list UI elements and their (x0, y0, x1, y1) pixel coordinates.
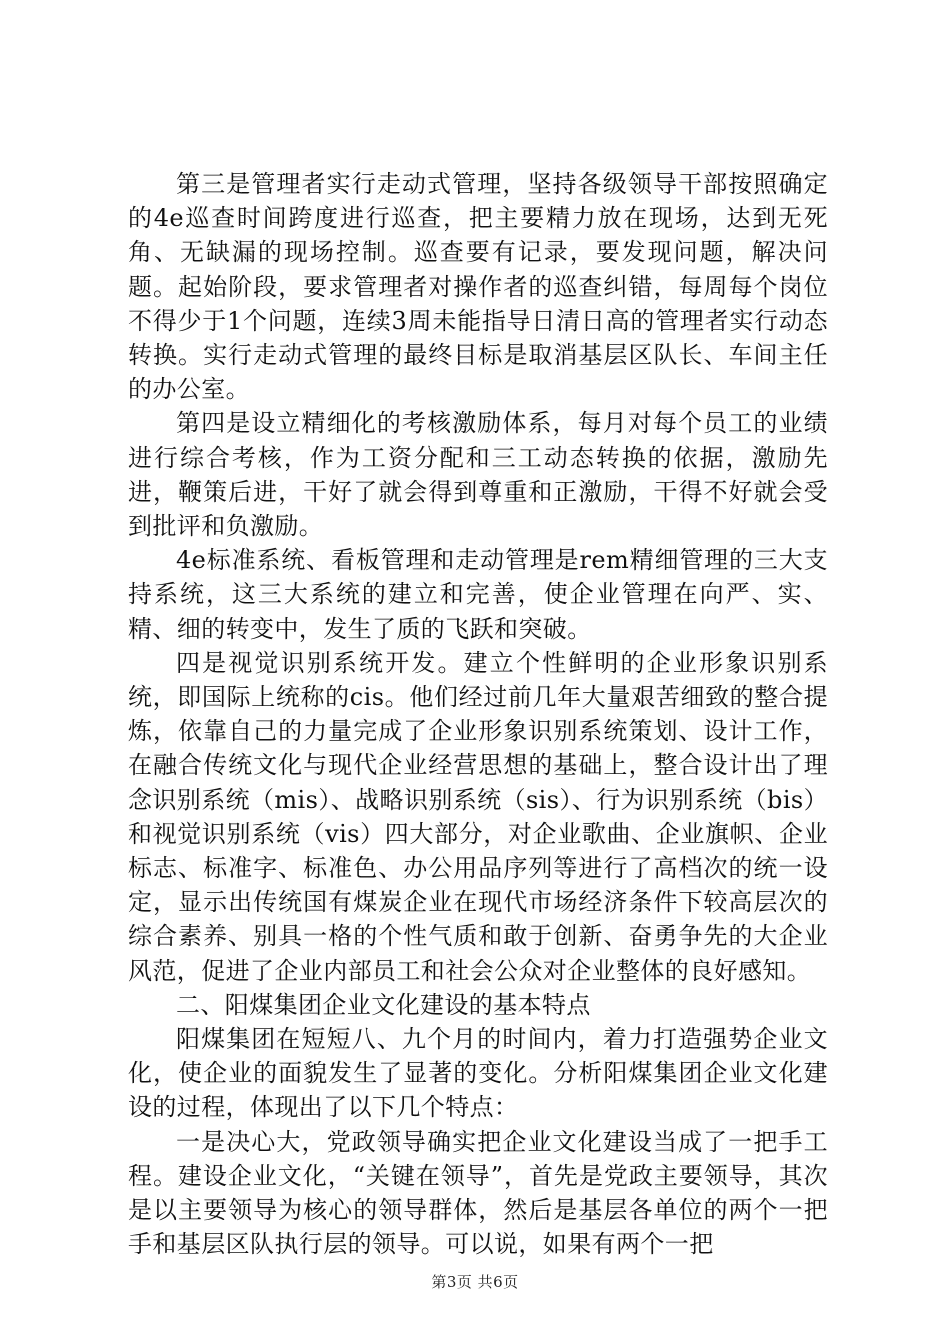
section-heading: 二、阳煤集团企业文化建设的基本特点 (176, 990, 591, 1019)
paragraph-walkaround-management: 第三是管理者实行走动式管理，坚持各级领导干部按照确定的4e巡查时间跨度进行巡查，把主要精力放在现场，达到无死角、无缺漏的现场控制。巡查要有记录，要发现问题，解决问题。起始阶段，要求管理者对操作者的巡查纠错，每周每个岗位不得少于1个问题，连续3周未能指导日清日高的管理者实行动态转换。实行走动式管理的最终目标是取消基层区队长、车间主任的办公室。 (128, 170, 828, 404)
paragraph-leadership-determination: 一是决心大，党政领导确实把企业文化建设当成了一把手工程。建设企业文化，“关键在领导”，首先是党政主要领导，其次是以主要领导为核心的领导群体，然后是基层各单位的两个一把手和基层区队执行层的领导。可以说，如果有两个一把 (128, 1127, 828, 1259)
page-footer: 第3页 共6页 (431, 1273, 519, 1291)
paragraph-incentive-system: 第四是设立精细化的考核激励体系，每月对每个员工的业绩进行综合考核，作为工资分配和三工动态转换的依据，激励先进，鞭策后进，干好了就会得到尊重和正激励，干得不好就会受到批评和负激励。 (128, 409, 828, 541)
paragraph-support-systems: 4e标准系统、看板管理和走动管理是rem精细管理的三大支持系统，这三大系统的建立和完善，使企业管理在向严、实、精、细的转变中，发生了质的飞跃和突破。 (128, 546, 828, 643)
paragraph-characteristics-intro: 阳煤集团在短短八、九个月的时间内，着力打造强势企业文化，使企业的面貌发生了显著的变化。分析阳煤集团企业文化建设的过程，体现出了以下几个特点： (128, 1025, 828, 1122)
paragraph-visual-identity: 四是视觉识别系统开发。建立个性鲜明的企业形象识别系统，即国际上统称的cis。他们经过前几年大量艰苦细致的整合提炼，依靠自己的力量完成了企业形象识别系统策划、设计工作，在融合传统文化与现代企业经营思想的基础上，整合设计出了理念识别系统（mis）、战略识别系统（sis）、行为识别系统（bis）和视觉识别系统（vis）四大部分，对企业歌曲、企业旗帜、企业标志、标准字、标准色、办公用品序列等进行了高档次的统一设定，显示出传统国有煤炭企业在现代市场经济条件下较高层次的综合素养、别具一格的个性气质和敢于创新、奋勇争先的大企业风范，促进了企业内部员工和社会公众对企业整体的良好感知。 (128, 648, 829, 985)
document-body (128, 167, 828, 1262)
